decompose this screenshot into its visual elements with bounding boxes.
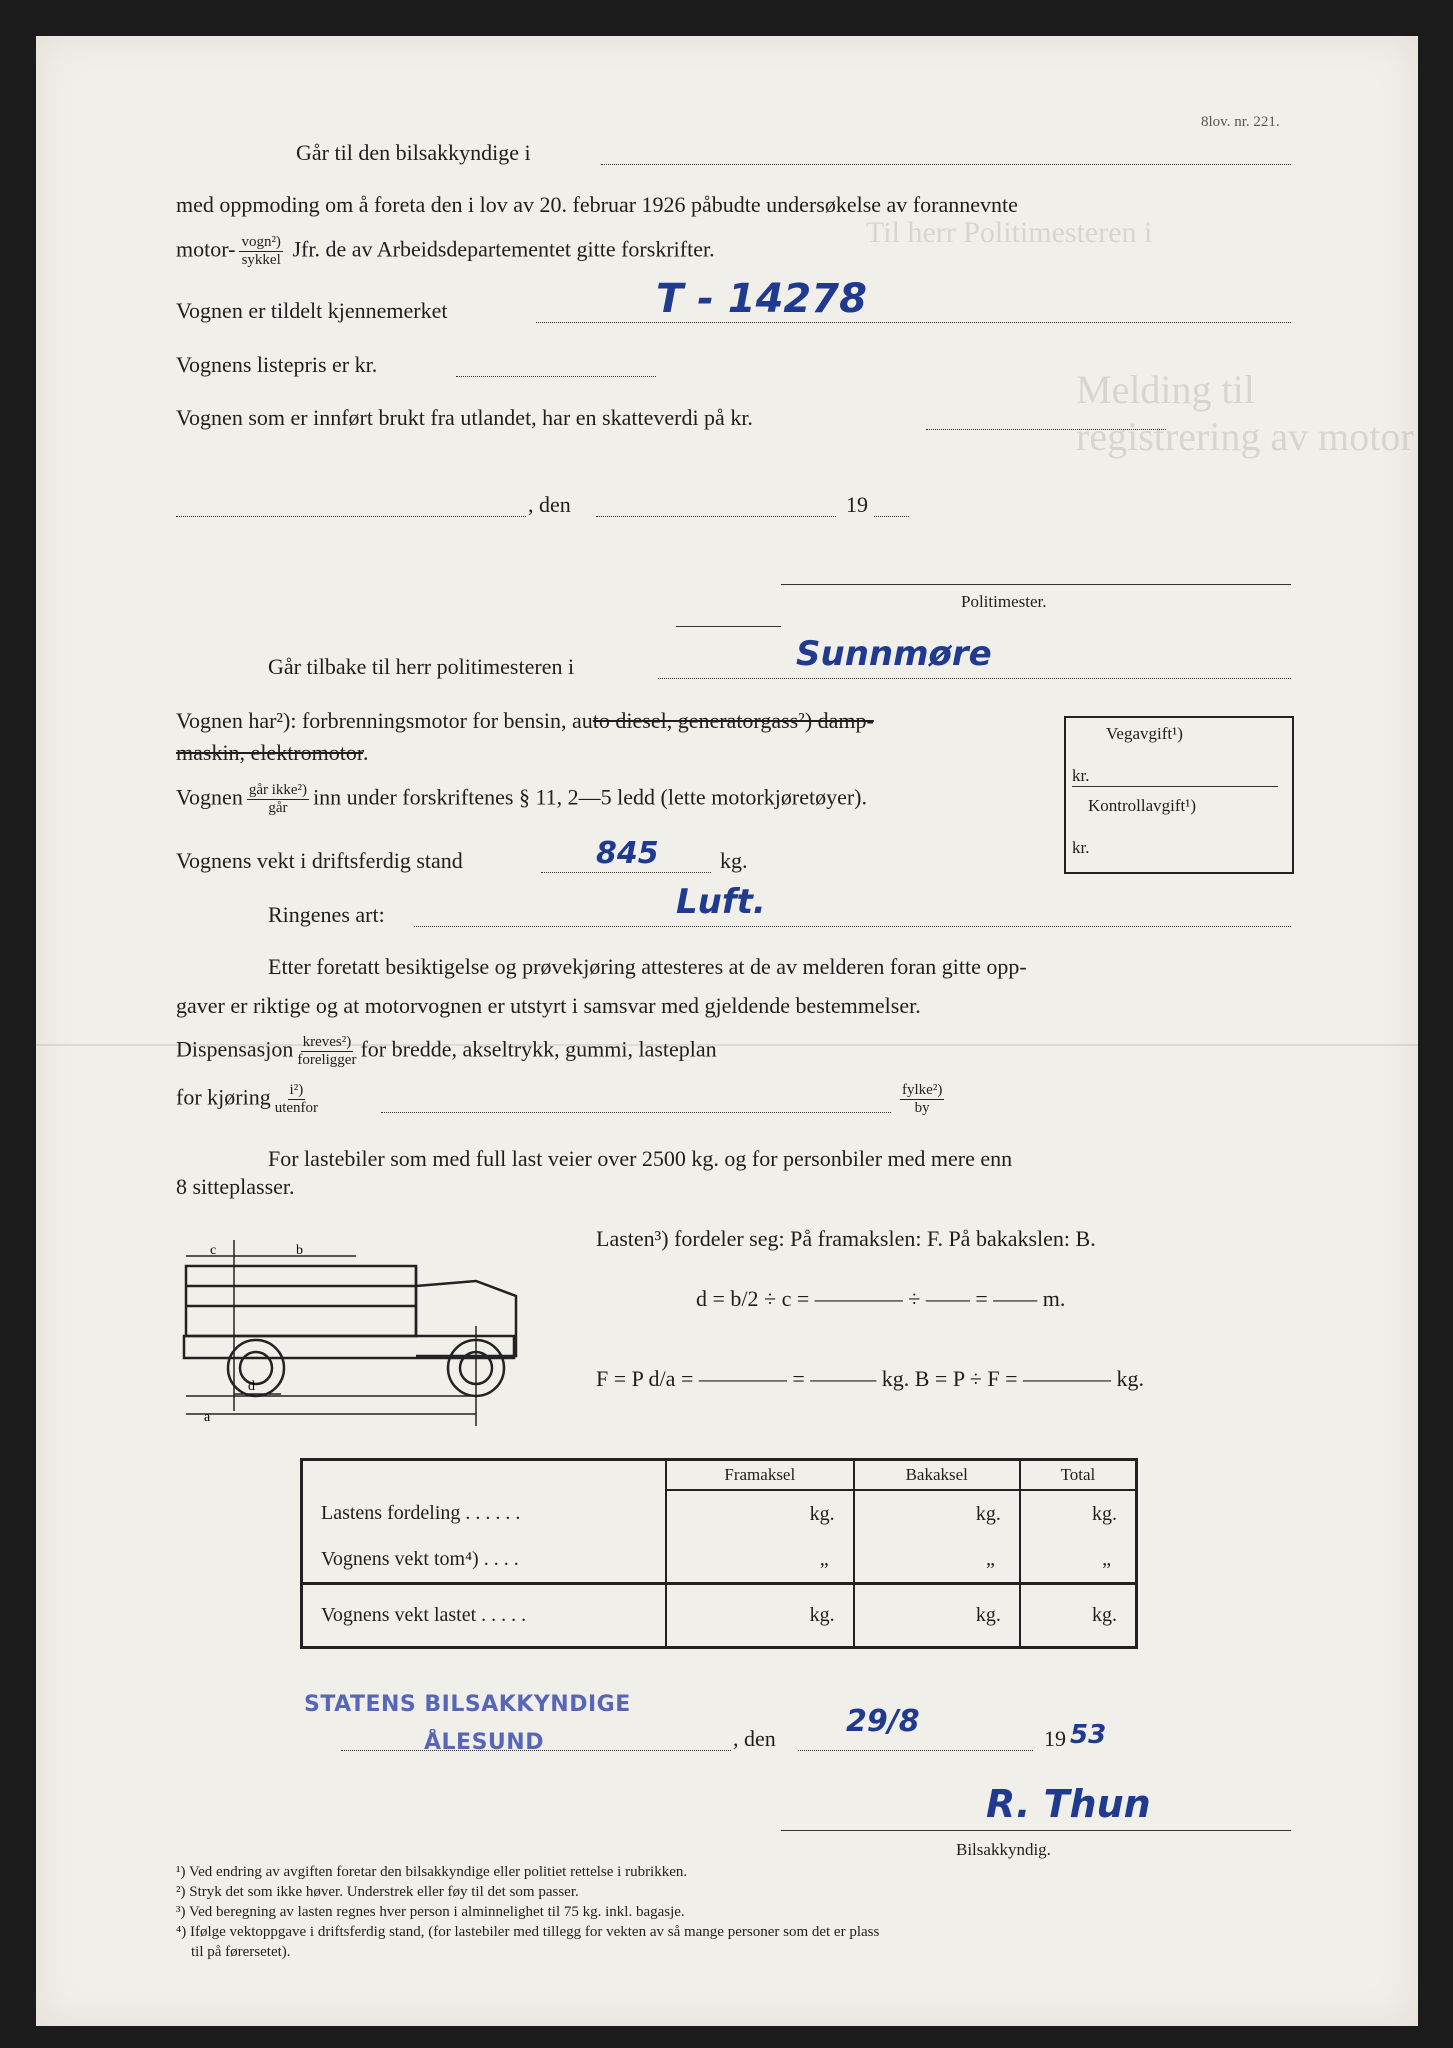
har-line2: [176, 740, 368, 766]
motor-line: [176, 234, 715, 269]
stamp-place-line: [341, 1750, 731, 1751]
har-line: [176, 708, 874, 734]
kontroll-kr: kr.: [1072, 838, 1090, 857]
row-cell: „: [1020, 1538, 1137, 1584]
footnote-4-cont: til på førersetet).: [176, 1944, 291, 1960]
row-label: Vognens vekt tom⁴) . . . .: [321, 1548, 519, 1571]
form-ref: 8lov. nr. 221.: [1201, 114, 1280, 130]
ringer-line: [414, 926, 1291, 927]
har-struck: to diesel, generatorgass²) damp-: [592, 708, 874, 733]
row-label: Lastens fordeling . . . . . .: [321, 1502, 521, 1524]
kj2-den: by: [914, 1100, 930, 1116]
motor-post: Jfr. de av Arbeidsdepartementet gitte forskrifter.: [292, 236, 715, 262]
separator-line: [676, 626, 781, 627]
vegavgift-line: [1072, 786, 1278, 787]
disp-pre: Dispensasjon: [176, 1036, 294, 1062]
fordeler-text: Lasten³) fordeler seg: På framakslen: F. På bakakslen: B.: [596, 1226, 1096, 1251]
th-bakaksel: Bakaksel: [854, 1460, 1020, 1490]
kjennemerke-label: Vognen er tildelt kjennemerket: [176, 298, 448, 323]
kj2-num: fylke²): [902, 1082, 943, 1098]
footnote-2: ²) Stryk det som ikke høver. Understrek eller føy til det som passer.: [176, 1884, 579, 1900]
diagram-label-b: b: [296, 1243, 303, 1258]
bleed-title: Melding til registrering av motor: [1076, 367, 1414, 459]
gar-pre: Vognen: [176, 784, 243, 810]
skatteverdi-line: [926, 429, 1166, 430]
kj-den: utenfor: [274, 1100, 319, 1116]
har-label: Vognen har²): forbrenningsmotor for bensin, au: [176, 708, 593, 733]
table-corner: [302, 1460, 667, 1490]
sign-date-line: [798, 1750, 1033, 1751]
footnote-3: ³) Ved beregning av lasten regnes hver person i alminnelighet til 75 kg. inkl. bagasje.: [176, 1904, 685, 1920]
politimester-signature-line: [781, 584, 1291, 585]
gar-num: går ikke²): [248, 782, 308, 798]
row-cell: kg.: [666, 1584, 854, 1648]
footnote-4: ⁴) Ifølge vektoppgave i driftsferdig stand, (for lastebiler med tillegg for vekten av så mange personer som det er plass: [176, 1924, 880, 1940]
bilsakkyndig-title: Bilsakkyndig.: [956, 1840, 1051, 1859]
kjennemerke-value: T - 14278: [656, 276, 867, 322]
gar-post: inn under forskriftenes § 11, 2—5 ledd (lette motorkjøretøyer).: [313, 784, 867, 810]
formula-f: F = P d/a = ———— = ——— kg. B = P ÷ F = ———— kg.: [596, 1366, 1144, 1391]
table-row: [302, 1490, 1137, 1538]
kjoring-line: [176, 1082, 322, 1117]
th-framaksel: Framaksel: [666, 1460, 854, 1490]
vekt-label: Vognens vekt i driftsferdig stand: [176, 848, 463, 873]
vekt-value: 845: [596, 836, 659, 871]
den-label: , den: [528, 492, 571, 517]
sign-year: 53: [1070, 1720, 1107, 1750]
kjoring-dotted-line: [381, 1112, 891, 1113]
diagram-label-d: d: [248, 1379, 255, 1394]
gar-den: går: [268, 800, 288, 816]
skatteverdi-label: Vognen som er innført brukt fra utlandet, har en skatteverdi på kr.: [176, 405, 753, 430]
tilbake-label: Går tilbake til herr politimesteren i: [268, 654, 575, 679]
row-cell: „: [854, 1538, 1020, 1584]
disp-post: for bredde, akseltrykk, gummi, lasteplan: [360, 1036, 717, 1062]
vekt-line: [541, 872, 711, 873]
politimester-title: Politimester.: [961, 592, 1047, 611]
sign-year19: 19: [1044, 1726, 1066, 1751]
disp-den: foreligger: [297, 1052, 357, 1068]
attest-line2: gaver er riktige og at motorvognen er utstyrt i samsvar med gjeldende bestemmelser.: [176, 993, 921, 1018]
year-label: 19: [846, 492, 868, 517]
last-line2: 8 sitteplasser.: [176, 1174, 295, 1199]
listepris-label: Vognens listepris er kr.: [176, 352, 378, 377]
ringer-value: Luft.: [676, 882, 766, 922]
kjennemerke-line: [536, 322, 1291, 323]
truck-diagram: [176, 1226, 596, 1436]
th-total: Total: [1020, 1460, 1137, 1490]
row-cell: kg.: [854, 1490, 1020, 1538]
oppmoding-text: med oppmoding om å foreta den i lov av 20. februar 1926 påbudte undersøkelse av forannevnte: [176, 192, 1018, 217]
row-cell: „: [666, 1538, 854, 1584]
bleed-to: Til herr Politimesteren i: [866, 216, 1153, 249]
disp-num: kreves²): [302, 1034, 352, 1050]
signature-line: [781, 1830, 1291, 1831]
row-cell: kg.: [854, 1584, 1020, 1648]
diagram-label-c: c: [210, 1243, 217, 1258]
row-cell: kg.: [1020, 1584, 1137, 1648]
har-line2-end: .: [362, 740, 369, 765]
kontroll-label: Kontrollavgift¹): [1088, 796, 1197, 815]
date-line: [596, 516, 836, 517]
motor-frac-den: sykkel: [241, 252, 281, 268]
last-line1: For lastebiler som med full last veier over 2500 kg. og for personbiler med mere enn: [268, 1146, 1013, 1171]
signature: R. Thun: [986, 1782, 1151, 1826]
table-row: [302, 1584, 1137, 1648]
kj-num: i²): [289, 1082, 304, 1098]
sign-date: 29/8: [846, 1704, 920, 1739]
tilbake-line: [658, 678, 1291, 679]
motor-frac-num: vogn²): [241, 234, 281, 250]
row-cell: kg.: [666, 1490, 854, 1538]
tilbake-value: Sunnmøre: [796, 634, 992, 674]
row-label: Vognens vekt lastet . . . . .: [321, 1604, 527, 1626]
sign-den: , den: [733, 1726, 776, 1751]
formula-d: d = b/2 ÷ c = ———— ÷ —— = —— m.: [696, 1286, 1066, 1311]
row-cell: kg.: [1020, 1490, 1137, 1538]
vekt-unit: kg.: [720, 848, 748, 873]
year-line: [874, 516, 909, 517]
bilsakkyndige-line: [601, 164, 1291, 165]
kjoring-fylke: [896, 1082, 948, 1117]
motor-pre: motor-: [176, 236, 236, 262]
footnote-1: ¹) Ved endring av avgiften foretar den bilsakkyndige eller politiet rettelse i rubrikken.: [176, 1864, 688, 1880]
bilsakkyndige-label: Går til den bilsakkyndige i: [296, 140, 531, 165]
form-page: [36, 36, 1418, 2026]
table-row: [302, 1538, 1137, 1584]
vegavgift-kr: kr.: [1072, 766, 1090, 785]
avgift-box: [1064, 716, 1294, 874]
vegavgift-label: Vegavgift¹): [1106, 724, 1183, 743]
gar-line: [176, 782, 867, 817]
load-table: [300, 1458, 1138, 1649]
har-line2-struck: maskin, elektromotor: [176, 740, 363, 765]
listepris-line: [456, 376, 656, 377]
disp-line: [176, 1034, 717, 1069]
stamp-line1: STATENS BILSAKKYNDIGE: [304, 1692, 631, 1717]
kj-pre: for kjøring: [176, 1084, 271, 1110]
ringer-label: Ringenes art:: [268, 902, 385, 927]
diagram-label-a: a: [204, 1410, 211, 1425]
attest-line1: Etter foretatt besiktigelse og prøvekjøring attesteres at de av melderen foran gitte opp-: [268, 954, 1027, 979]
place-line: [176, 516, 526, 517]
stamp-line2: ÅLESUND: [424, 1730, 544, 1755]
